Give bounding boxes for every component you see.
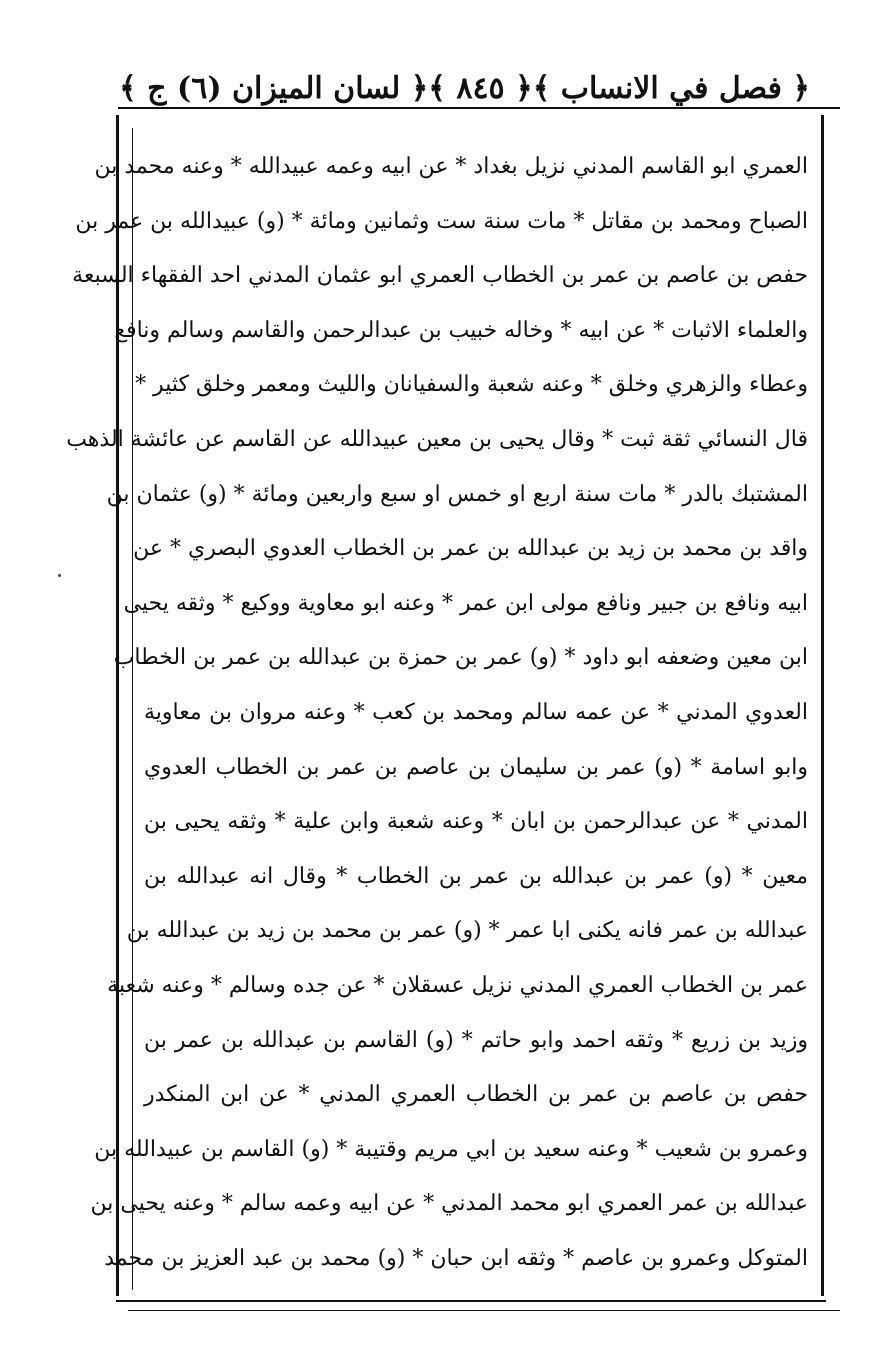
text-line: الصباح ومحمد بن مقاتل * مات سنة ست وثمانين ومائة * (و) عبيدالله بن عمر بن — [75, 208, 808, 234]
text-line: واقد بن محمد بن زيد بن عبدالله بن عمر بن الخطاب العدوي البصري * عن — [133, 536, 808, 562]
text-line: العمري ابو القاسم المدني نزيل بغداد * عن ابيه وعمه عبيدالله * وعنه محمد بن — [94, 154, 808, 179]
text-line: المتوكل وعمرو بن عاصم * وثقه ابن حبان * (و) محمد بن عبد العزيز بن محمد — [104, 1245, 808, 1271]
text-line: عمر بن الخطاب العمري المدني نزيل عسقلان * عن جده وسالم * وعنه شعبة — [107, 972, 808, 998]
text-line: العدوي المدني * عن عمه سالم ومحمد بن كعب * وعنه مروان بن معاوية — [144, 699, 808, 725]
chapter-title: ﴿ فصل في الانساب ﴾ — [532, 70, 810, 106]
margin-speck — [58, 574, 61, 577]
text-line: وعطاء والزهري وخلق * وعنه شعبة والسفيانان والليث ومعمر وخلق كثير * — [135, 372, 808, 398]
text-line: والعلماء الاثبات * عن ابيه * وخاله خبيب بن عبدالرحمن والقاسم وسالم ونافع — [114, 317, 808, 343]
body-text — [66, 140, 808, 1286]
page-number: ﴿ ٨٤٥ ﴾ — [428, 70, 533, 106]
text-line: حفص بن عاصم بن عمر بن الخطاب العمري ابو عثمان المدني احد الفقهاء السبعة — [72, 263, 808, 289]
text-line: قال النسائي ثقة ثبت * وقال يحيى بن معين عبيدالله عن القاسم عن عائشة الذهب — [66, 426, 808, 452]
text-line: ابيه ونافع بن جبير ونافع مولى ابن عمر * وعنه ابو معاوية ووكيع * وثقه يحيى — [123, 590, 808, 616]
text-line: المدني * عن عبدالرحمن بن ابان * وعنه شعبة وابن علية * وثقه يحيى بن — [144, 809, 808, 835]
text-line: وعمرو بن شعيب * وعنه سعيد بن ابي مريم وقتيبة * (و) القاسم بن عبيدالله بن — [94, 1136, 808, 1162]
header-rule — [118, 107, 840, 109]
text-line: ابن معين وضعفه ابو داود * (و) عمر بن حمزة بن عبدالله بن عمر بن الخطاب — [113, 645, 808, 671]
book-title: ﴿ لسان الميزان (٦) ج ﴾ — [119, 70, 429, 106]
text-line: معين * (و) عمر بن عبدالله بن عمر بن الخطاب * وقال انه عبدالله بن — [144, 863, 808, 889]
text-line: وابو اسامة * (و) عمر بن سليمان بن عاصم بن عمر بن الخطاب العدوي — [144, 754, 808, 780]
text-line: عبدالله بن عمر فانه يكنى ابا عمر * (و) عمر بن محمد بن زيد بن عبدالله بن — [126, 918, 808, 944]
text-line: عبدالله بن عمر العمري ابو محمد المدني * عن ابيه وعمه سالم * وعنه يحيى بن — [90, 1191, 808, 1217]
text-line: حفص بن عاصم بن عمر بن الخطاب العمري المدني * عن ابن المنكدر — [144, 1082, 808, 1108]
footer-rule — [116, 1300, 826, 1302]
footer-rule-thin — [128, 1310, 840, 1311]
text-line: وزيد بن زريع * وثقه احمد وابو حاتم * (و) القاسم بن عبدالله بن عمر بن — [144, 1027, 808, 1053]
text-line: المشتبك بالدر * مات سنة اربع او خمس او سبع واربعين ومائة * (و) عثمان بن — [106, 481, 808, 507]
